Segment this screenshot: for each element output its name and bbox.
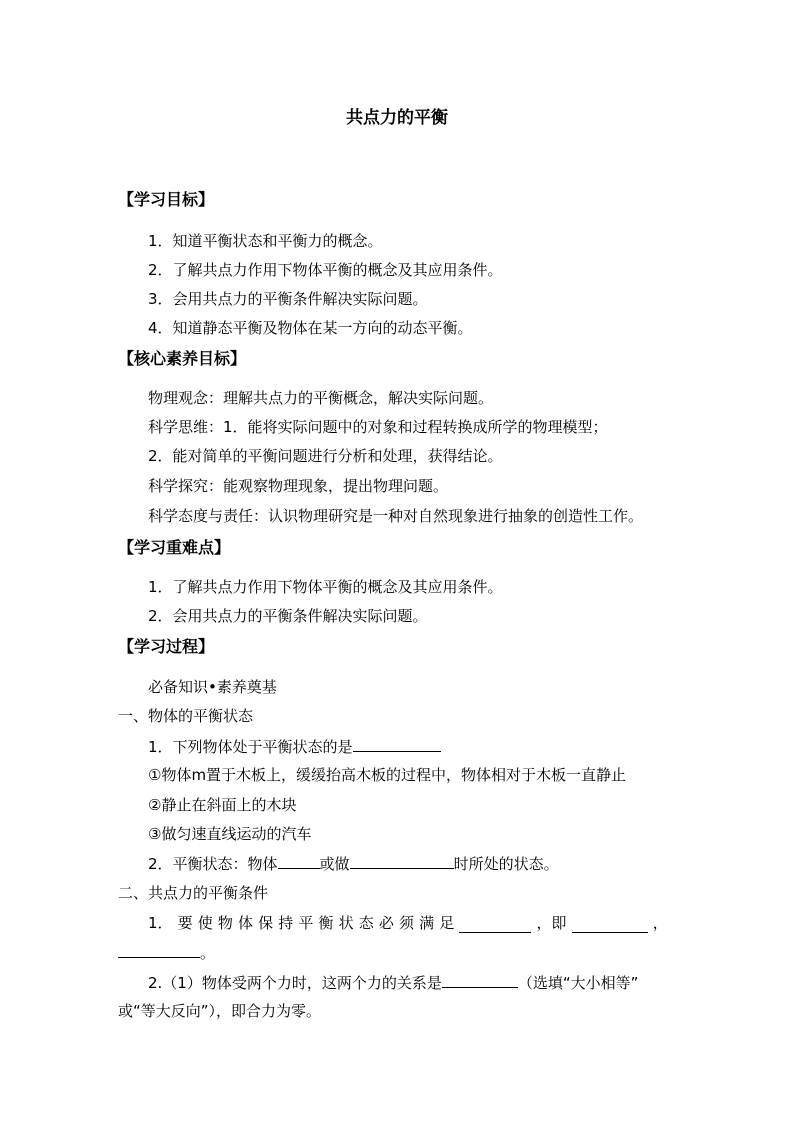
core-item: 科学思维：1．能将实际问题中的对象和过程转换成所学的物理模型；	[148, 418, 608, 436]
answer-blank[interactable]	[278, 853, 320, 869]
option-item: ②静止在斜面上的木块	[148, 796, 297, 814]
answer-blank[interactable]	[353, 736, 441, 752]
goal-item: 4．知道静态平衡及物体在某一方向的动态平衡。	[148, 319, 473, 337]
heading-core-literacy: 【核心素养目标】	[118, 349, 247, 368]
goal-item: 1．知道平衡状态和平衡力的概念。	[148, 232, 383, 250]
heading-learning-process: 【学习过程】	[118, 637, 215, 656]
part1-question-2: 2．平衡状态：物体 或做 时所处的状态。	[148, 855, 559, 873]
heading-learning-goals: 【学习目标】	[118, 190, 215, 209]
core-item: 科学探究：能观察物理现象，提出物理问题。	[148, 477, 449, 495]
part2-question-1: 1． 要 使 物 体 保 持 平 衡 状 态 必 须 满 足 ，即 ，	[148, 914, 668, 932]
option-item: ③做匀速直线运动的汽车	[148, 825, 312, 843]
core-item: 2．能对简单的平衡问题进行分析和处理，获得结论。	[148, 447, 503, 465]
answer-blank[interactable]	[442, 972, 518, 988]
answer-blank[interactable]	[118, 942, 200, 958]
core-item: 物理观念：理解共点力的平衡概念，解决实际问题。	[148, 389, 494, 407]
page-title: 共点力的平衡	[346, 108, 448, 128]
core-item: 科学态度与责任：认识物理研究是一种对自然现象进行抽象的创造性工作。	[148, 507, 644, 525]
answer-blank[interactable]	[572, 917, 648, 933]
part2-question-1-continued: 。	[118, 942, 215, 963]
key-item: 2．会用共点力的平衡条件解决实际问题。	[148, 607, 428, 625]
option-item: ①物体m置于木板上，缓缓抬高木板的过程中，物体相对于木板一直静止	[148, 766, 627, 784]
part2-question-2-continued: 或“等大反向”），即合力为零。	[118, 1002, 322, 1020]
part2-question-2: 2.（1）物体受两个力时，这两个力的关系是 （选填“大小相等”	[148, 974, 639, 992]
part2-title: 二、共点力的平衡条件	[118, 884, 269, 902]
heading-key-points: 【学习重难点】	[118, 538, 231, 557]
goal-item: 2．了解共点力作用下物体平衡的概念及其应用条件。	[148, 261, 503, 279]
part1-title: 一、物体的平衡状态	[118, 707, 254, 725]
process-subtitle: 必备知识•素养奠基	[148, 678, 277, 696]
part1-question-1: 1．下列物体处于平衡状态的是	[148, 736, 441, 757]
key-item: 1．了解共点力作用下物体平衡的概念及其应用条件。	[148, 578, 503, 596]
answer-blank[interactable]	[350, 853, 454, 869]
answer-blank[interactable]	[459, 917, 531, 933]
goal-item: 3．会用共点力的平衡条件解决实际问题。	[148, 290, 428, 308]
